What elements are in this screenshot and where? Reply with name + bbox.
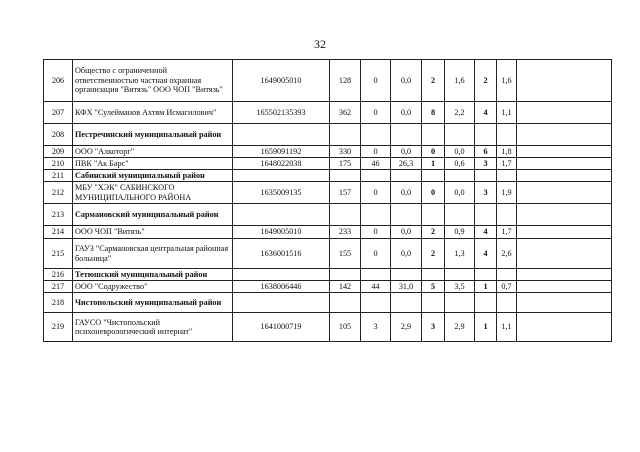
blank-cell — [517, 102, 612, 124]
value-2-cell: 0 — [361, 239, 391, 269]
value-1-cell — [330, 204, 361, 226]
registry-table — [43, 59, 612, 342]
value-1-cell: 105 — [330, 313, 361, 342]
district-header-row — [44, 124, 612, 146]
value-3-cell — [391, 293, 422, 313]
district-header-row — [44, 293, 612, 313]
value-4-cell — [422, 269, 445, 281]
value-2-cell: 0 — [361, 102, 391, 124]
value-5-cell — [445, 269, 475, 281]
value-7-cell — [497, 293, 517, 313]
inn-cell: 1638006446 — [233, 281, 330, 293]
value-3-cell: 31,0 — [391, 281, 422, 293]
value-4-cell — [422, 293, 445, 313]
value-7-cell: 0,7 — [497, 281, 517, 293]
organization-name-cell: КФХ "Сулейманов Ахтям Исмагилович" — [73, 102, 233, 124]
inn-cell: 165502135393 — [233, 102, 330, 124]
table-row — [44, 102, 612, 124]
inn-cell — [233, 124, 330, 146]
value-1-cell — [330, 170, 361, 182]
value-7-cell — [497, 204, 517, 226]
inn-cell — [233, 269, 330, 281]
value-5-cell: 2,9 — [445, 313, 475, 342]
value-7-cell: 1,1 — [497, 313, 517, 342]
inn-cell — [233, 170, 330, 182]
value-3-cell: 26,3 — [391, 158, 422, 170]
value-4-cell: 8 — [422, 102, 445, 124]
blank-cell — [517, 182, 612, 204]
value-2-cell — [361, 269, 391, 281]
value-6-cell: 4 — [475, 239, 497, 269]
inn-cell: 1649005010 — [233, 226, 330, 239]
row-number-cell: 207 — [44, 102, 73, 124]
value-1-cell: 157 — [330, 182, 361, 204]
value-4-cell: 3 — [422, 313, 445, 342]
value-3-cell — [391, 204, 422, 226]
value-5-cell: 2,2 — [445, 102, 475, 124]
organization-name-cell: ГАУСО "Чистопольский психоневрологический интернат" — [73, 313, 233, 342]
organization-name-cell: ПВК "Ак Барс" — [73, 158, 233, 170]
value-2-cell: 46 — [361, 158, 391, 170]
blank-cell — [517, 124, 612, 146]
value-6-cell — [475, 293, 497, 313]
row-number-cell: 208 — [44, 124, 73, 146]
blank-cell — [517, 204, 612, 226]
value-7-cell: 1,9 — [497, 182, 517, 204]
row-number-cell: 206 — [44, 60, 73, 102]
value-3-cell — [391, 269, 422, 281]
value-3-cell: 0,0 — [391, 226, 422, 239]
value-6-cell: 1 — [475, 281, 497, 293]
organization-name-cell: МБУ "ХЭК" САБИНСКОГО МУНИЦИПАЛЬНОГО РАЙОНА — [73, 182, 233, 204]
blank-cell — [517, 313, 612, 342]
organization-name-cell: Пестречинский муниципальный район — [73, 124, 233, 146]
value-6-cell: 6 — [475, 146, 497, 158]
value-2-cell: 3 — [361, 313, 391, 342]
value-2-cell: 0 — [361, 182, 391, 204]
inn-cell: 1659091192 — [233, 146, 330, 158]
value-2-cell — [361, 204, 391, 226]
organization-name-cell: ООО ЧОП "Витязь" — [73, 226, 233, 239]
inn-cell — [233, 293, 330, 313]
table-body — [44, 60, 612, 342]
blank-cell — [517, 293, 612, 313]
value-3-cell: 0,0 — [391, 146, 422, 158]
organization-name-cell: ГАУЗ "Сармановская центральная районная больница" — [73, 239, 233, 269]
value-6-cell: 3 — [475, 158, 497, 170]
value-7-cell: 2,6 — [497, 239, 517, 269]
row-number-cell: 212 — [44, 182, 73, 204]
district-header-row — [44, 204, 612, 226]
organization-name-cell: ООО "Содружество" — [73, 281, 233, 293]
value-6-cell — [475, 124, 497, 146]
inn-cell: 1635009135 — [233, 182, 330, 204]
row-number-cell: 215 — [44, 239, 73, 269]
value-1-cell: 175 — [330, 158, 361, 170]
value-4-cell: 1 — [422, 158, 445, 170]
value-7-cell — [497, 124, 517, 146]
value-4-cell: 0 — [422, 146, 445, 158]
value-4-cell — [422, 204, 445, 226]
blank-cell — [517, 281, 612, 293]
value-6-cell — [475, 204, 497, 226]
value-7-cell: 1,7 — [497, 158, 517, 170]
row-number-cell: 214 — [44, 226, 73, 239]
value-1-cell: 362 — [330, 102, 361, 124]
blank-cell — [517, 60, 612, 102]
value-5-cell — [445, 170, 475, 182]
value-6-cell: 3 — [475, 182, 497, 204]
row-number-cell: 211 — [44, 170, 73, 182]
value-4-cell: 2 — [422, 226, 445, 239]
blank-cell — [517, 269, 612, 281]
inn-cell: 1641000719 — [233, 313, 330, 342]
row-number-cell: 217 — [44, 281, 73, 293]
value-6-cell — [475, 269, 497, 281]
value-5-cell: 0,0 — [445, 146, 475, 158]
value-3-cell: 2,9 — [391, 313, 422, 342]
organization-name-cell: Общество с ограниченной ответственностью частная охранная организация "Витязь" ООО ЧОП "Витязь" — [73, 60, 233, 102]
value-6-cell: 1 — [475, 313, 497, 342]
row-number-cell: 218 — [44, 293, 73, 313]
value-7-cell: 1,1 — [497, 102, 517, 124]
value-5-cell — [445, 293, 475, 313]
blank-cell — [517, 158, 612, 170]
row-number-cell: 210 — [44, 158, 73, 170]
value-2-cell — [361, 293, 391, 313]
value-2-cell: 0 — [361, 60, 391, 102]
table-row — [44, 60, 612, 102]
value-4-cell — [422, 124, 445, 146]
inn-cell — [233, 204, 330, 226]
value-5-cell: 1,6 — [445, 60, 475, 102]
row-number-cell: 219 — [44, 313, 73, 342]
value-4-cell: 5 — [422, 281, 445, 293]
value-3-cell — [391, 170, 422, 182]
value-4-cell: 2 — [422, 60, 445, 102]
value-7-cell: 1,6 — [497, 60, 517, 102]
value-1-cell: 142 — [330, 281, 361, 293]
district-header-row — [44, 269, 612, 281]
value-1-cell: 330 — [330, 146, 361, 158]
value-6-cell: 2 — [475, 60, 497, 102]
row-number-cell: 213 — [44, 204, 73, 226]
blank-cell — [517, 226, 612, 239]
value-5-cell: 3,5 — [445, 281, 475, 293]
organization-name-cell: Тетюшский муниципальный район — [73, 269, 233, 281]
blank-cell — [517, 239, 612, 269]
organization-name-cell: Чистопольский муниципальный район — [73, 293, 233, 313]
value-2-cell: 0 — [361, 226, 391, 239]
value-7-cell — [497, 170, 517, 182]
table-row — [44, 146, 612, 158]
inn-cell: 1636001516 — [233, 239, 330, 269]
row-number-cell: 209 — [44, 146, 73, 158]
value-2-cell — [361, 124, 391, 146]
table-row — [44, 158, 612, 170]
value-2-cell — [361, 170, 391, 182]
value-5-cell: 0,0 — [445, 182, 475, 204]
value-7-cell: 1,7 — [497, 226, 517, 239]
blank-cell — [517, 146, 612, 158]
value-1-cell: 155 — [330, 239, 361, 269]
value-1-cell — [330, 293, 361, 313]
value-3-cell: 0,0 — [391, 102, 422, 124]
value-5-cell — [445, 204, 475, 226]
value-5-cell — [445, 124, 475, 146]
table-row — [44, 239, 612, 269]
value-1-cell — [330, 124, 361, 146]
organization-name-cell: ООО "Алкоторг" — [73, 146, 233, 158]
value-2-cell: 44 — [361, 281, 391, 293]
value-5-cell: 0,6 — [445, 158, 475, 170]
organization-name-cell: Сармановский муниципальный район — [73, 204, 233, 226]
table-row — [44, 281, 612, 293]
table-row — [44, 226, 612, 239]
value-7-cell — [497, 269, 517, 281]
value-6-cell — [475, 170, 497, 182]
value-4-cell: 0 — [422, 182, 445, 204]
blank-cell — [517, 170, 612, 182]
value-4-cell: 2 — [422, 239, 445, 269]
value-7-cell: 1,8 — [497, 146, 517, 158]
value-1-cell: 128 — [330, 60, 361, 102]
value-1-cell — [330, 269, 361, 281]
row-number-cell: 216 — [44, 269, 73, 281]
value-4-cell — [422, 170, 445, 182]
value-3-cell: 0,0 — [391, 182, 422, 204]
table-row — [44, 313, 612, 342]
value-1-cell: 233 — [330, 226, 361, 239]
table-row — [44, 182, 612, 204]
district-header-row — [44, 170, 612, 182]
value-3-cell: 0,0 — [391, 239, 422, 269]
page-number: 32 — [314, 37, 326, 51]
inn-cell: 1648022038 — [233, 158, 330, 170]
inn-cell: 1649005010 — [233, 60, 330, 102]
organization-name-cell: Сабинский муниципальный район — [73, 170, 233, 182]
value-6-cell: 4 — [475, 102, 497, 124]
value-3-cell: 0,0 — [391, 60, 422, 102]
value-3-cell — [391, 124, 422, 146]
value-5-cell: 1,3 — [445, 239, 475, 269]
value-5-cell: 0,9 — [445, 226, 475, 239]
value-2-cell: 0 — [361, 146, 391, 158]
value-6-cell: 4 — [475, 226, 497, 239]
